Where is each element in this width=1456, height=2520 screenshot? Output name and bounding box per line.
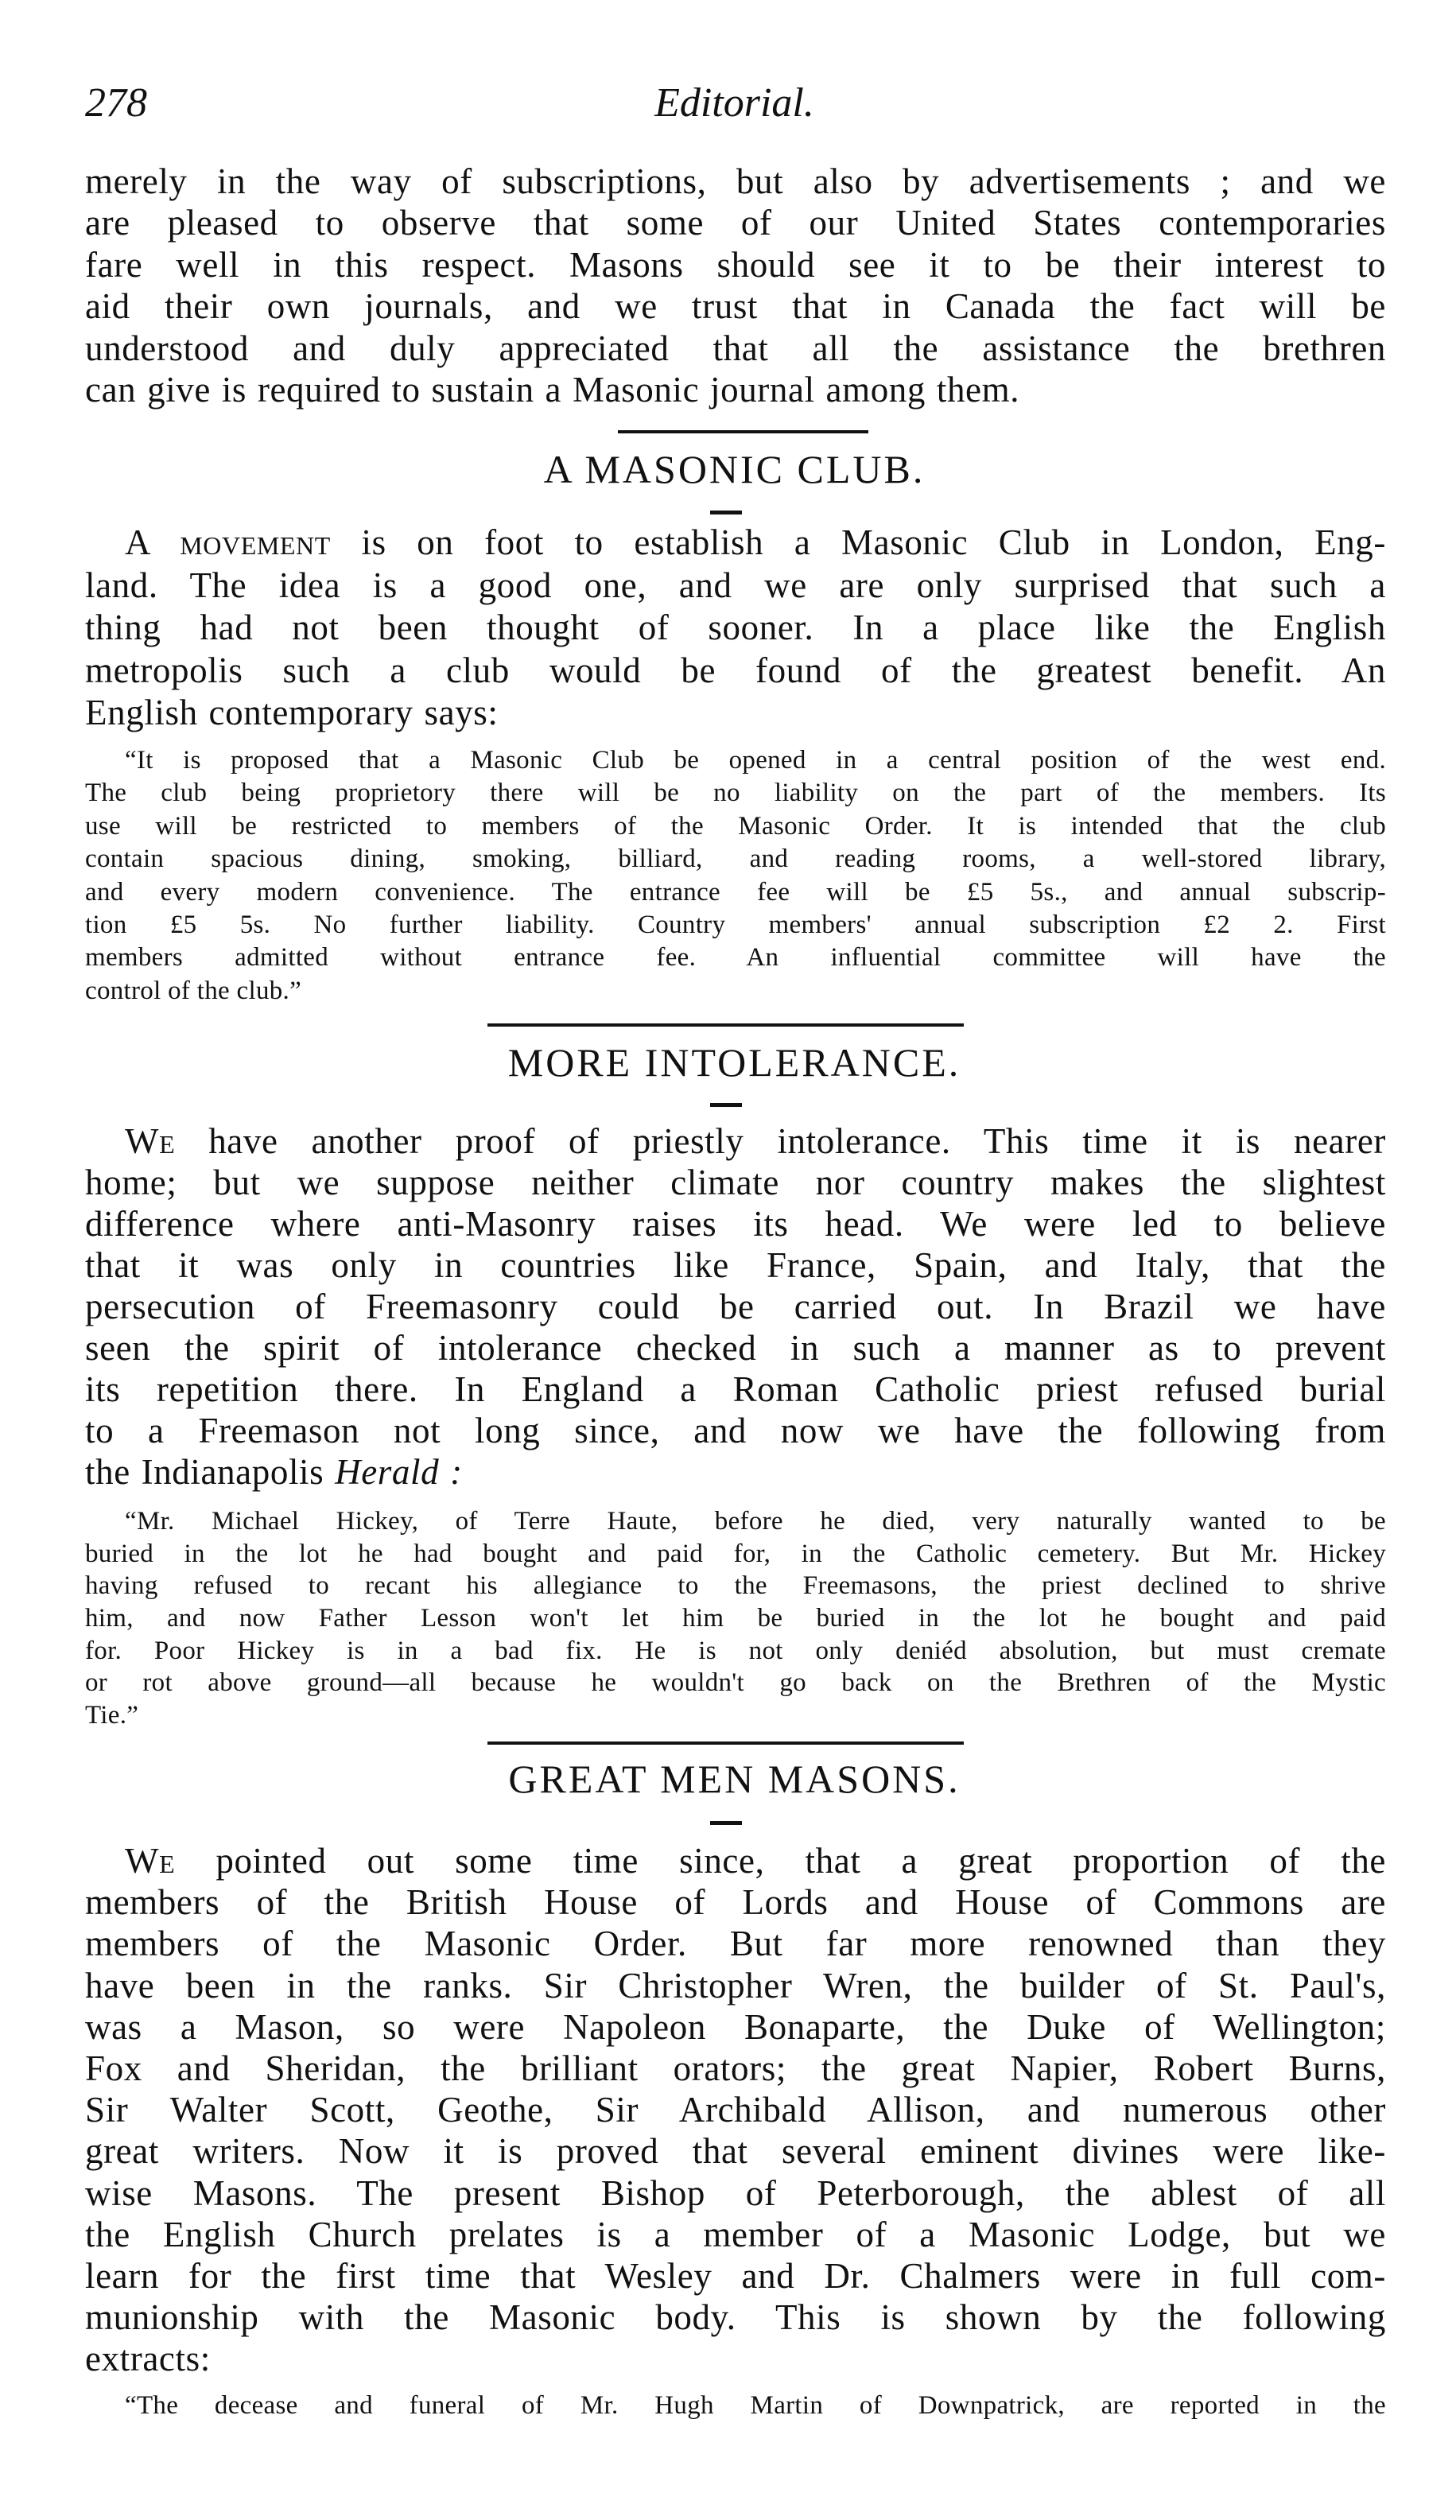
text-line: munionship with the Masonic body. This is shown by the following [85,2297,1386,2338]
italic-text: Herald : [335,1452,463,1492]
running-head: Editorial. [654,80,814,126]
section-divider-rule [618,430,868,433]
text-line: tion £5 5s. No further liability. Country members' annual subscription £2 2. First [85,910,1386,939]
body-paragraph [85,161,1386,410]
text-line: Sir Walter Scott, Geothe, Sir Archibald Allison, and numerous other [85,2090,1386,2130]
section-heading: A MASONIC CLUB. [543,447,926,491]
body-paragraph [85,522,1386,735]
text-span: the Indianapolis [85,1452,336,1492]
section-heading: GREAT MEN MASONS. [508,1757,961,1801]
text-line: buried in the lot he had bought and paid for, in the Catholic cemetery. But Mr. Hickey [85,1539,1386,1568]
small-caps-text: movement [180,522,331,562]
text-line [85,1451,1386,1493]
text-line: for. Poor Hickey is in a bad fix. He is not only deniéd absolution, but must cremate [85,1636,1386,1665]
text-line: was a Mason, so were Napoleon Bonaparte, the Duke of Wellington; [85,2006,1386,2047]
text-span: is on foot to establish a Masonic Club in London, Eng- [330,522,1386,562]
text-line: understood and duly appreciated that all the assistance the brethren [85,328,1386,368]
text-line: “It is proposed that a Masonic Club be opened in a central position of the west end. [125,746,1386,775]
text-line: have been in the ranks. Sir Christopher Wren, the builder of St. Paul's, [85,1965,1386,2006]
body-paragraph [85,1840,1386,2379]
text-line: Fox and Sheridan, the brilliant orators; the great Napier, Robert Burns, [85,2048,1386,2088]
text-line: members admitted without entrance fee. An influential committee will have the [85,943,1386,973]
text-line: “The decease and funeral of Mr. Hugh Martin of Downpatrick, are reported in the [125,2391,1386,2420]
block-quote [85,2390,1386,2422]
body-paragraph [85,1120,1386,1493]
section-divider-rule [487,1023,964,1027]
text-line: metropolis such a club would be found of the greatest benefit. An [85,650,1386,690]
heading-dash [710,511,742,514]
text-line: The club being proprietory there will be no liability on the part of the members. Its [85,779,1386,808]
heading-dash [710,1821,742,1825]
text-span: W [125,1121,160,1161]
text-line: him, and now Father Lesson won't let him be buried in the lot he bought and paid [85,1604,1386,1633]
text-line: land. The idea is a good one, and we are only surprised that such a [85,565,1386,605]
text-line: wise Masons. The present Bishop of Peterborough, the ablest of all [85,2172,1386,2213]
block-quote [85,744,1386,1008]
text-line: the English Church prelates is a member of a Masonic Lodge, but we [85,2214,1386,2254]
text-line: members of the Masonic Order. But far more renowned than they [85,1924,1386,1964]
heading-dash [710,1103,742,1107]
text-line: and every modern convenience. The entrance fee will be £5 5s., and annual subscrip- [85,877,1386,907]
text-span: A [125,522,181,562]
text-line: contain spacious dining, smoking, billiard, and reading rooms, a well-stored library, [85,845,1386,874]
text-line: that it was only in countries like France, Spain, and Italy, that the [85,1245,1386,1285]
text-line: thing had not been thought of sooner. In a place like the English [85,608,1386,647]
text-line: use will be restricted to members of the Masonic Order. It is intended that the club [85,811,1386,841]
text-line: merely in the way of subscriptions, but also by advertisements ; and we [85,161,1386,201]
text-line: members of the British House of Lords and House of Commons are [85,1882,1386,1923]
text-span: pointed out some time since, that a great proportion of the [175,1841,1386,1881]
text-span: have another proof of priestly intolerance. This time it is nearer [175,1121,1386,1161]
text-line: persecution of Freemasonry could be carried out. In Brazil we have [85,1287,1386,1326]
text-line: fare well in this respect. Masons should see it to be their interest to [85,244,1386,285]
small-caps-text: e [159,1121,176,1161]
text-span: W [125,1841,160,1881]
text-line: aid their own journals, and we trust that in Canada the fact will be [85,286,1386,327]
text-line: can give is required to sustain a Masonic journal among them. [85,369,1020,410]
text-line: are pleased to observe that some of our United States contemporaries [85,203,1386,243]
text-line [85,1840,1386,1881]
text-line: home; but we suppose neither climate nor country makes the slightest [85,1163,1386,1202]
text-line [85,1120,1386,1162]
text-line: Tie.” [85,1701,139,1730]
text-line: its repetition there. In England a Roman Catholic priest refused burial [85,1369,1386,1409]
text-line: learn for the first time that Wesley and Dr. Chalmers were in full com- [85,2255,1386,2296]
small-caps-text: e [159,1841,176,1881]
text-line: great writers. Now it is proved that several eminent divines were like- [85,2131,1386,2172]
text-line: having refused to recant his allegiance to the Freemasons, the priest declined to shrive [85,1571,1386,1601]
block-quote [85,1505,1386,1732]
text-line: to a Freemason not long since, and now we have the following from [85,1411,1386,1450]
text-line: extracts: [85,2339,211,2379]
text-line: seen the spirit of intolerance checked in such a manner as to prevent [85,1328,1386,1368]
text-line: “Mr. Michael Hickey, of Terre Haute, before he died, very naturally wanted to be [125,1507,1386,1536]
section-divider-rule [487,1741,964,1745]
text-line [85,522,1386,565]
page-number: 278 [85,80,147,126]
text-line: control of the club.” [85,976,302,1005]
text-line: English contemporary says: [85,693,499,732]
section-heading: MORE INTOLERANCE. [507,1040,961,1085]
text-line: difference where anti-Masonry raises its head. We were led to believe [85,1204,1386,1244]
text-line: or rot above ground—all because he wouldn't go back on the Brethren of the Mystic [85,1668,1386,1698]
